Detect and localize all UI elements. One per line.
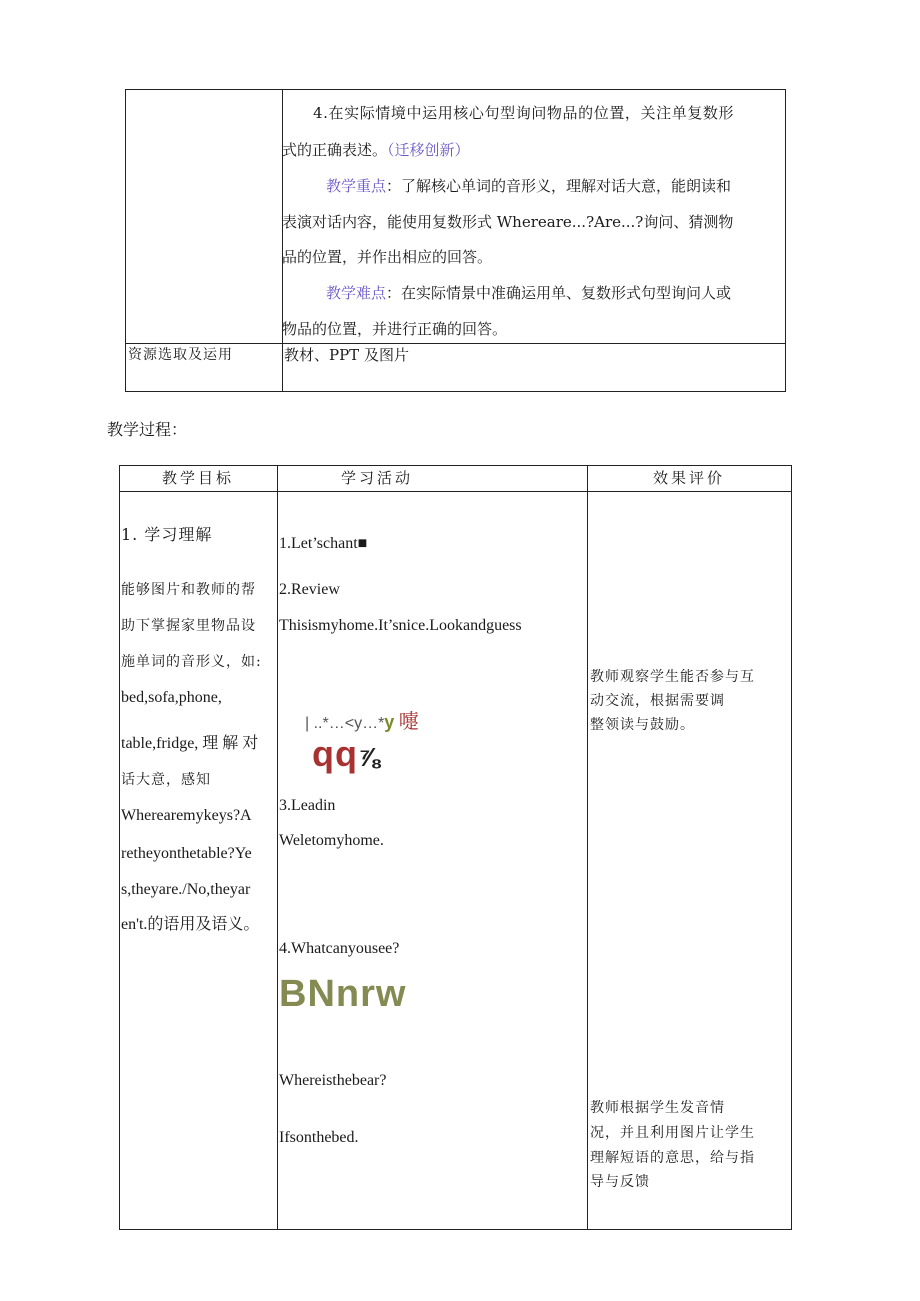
goal-line-4: bed,sofa,phone, [121, 689, 222, 706]
objective-4-tag: （迁移创新） [387, 141, 470, 159]
objective-4: 4.在实际情境中运用核心句型询问物品的位置，关注单复数形 [313, 104, 735, 122]
goal-line-3: 施单词的音形义，如: [121, 654, 262, 670]
activity-what-can-you-see: 4.Whatcanyousee? [279, 940, 400, 957]
difficulty-label: 教学难点 [326, 284, 387, 302]
goal-line-2: 助下掌握家里物品设 [121, 618, 256, 634]
activity-answer: Ifsonthebed. [279, 1129, 359, 1146]
activity-where-is-bear: Whereisthebear? [279, 1072, 387, 1089]
goal-line-8: retheyonthetable?Ye [121, 845, 252, 862]
process-col-divider-2 [587, 465, 588, 1230]
evaluation-1-line-3: 整领读与鼓励。 [590, 717, 695, 733]
review-image-glyphs-b: ⅞ [357, 742, 381, 772]
evaluation-1-line-1: 教师观察学生能否参与互 [590, 669, 755, 685]
goal-line-10: en't.的语用及语义。 [121, 916, 260, 933]
header-evaluation: 效果评价 [653, 469, 726, 487]
evaluation-2-line-3: 理解短语的意思，给与指 [590, 1150, 755, 1166]
difficulty-text1: ：在实际情景中准确运用单、复数形式句型询问人或 [386, 284, 732, 302]
activity-leadin: 3.Leadin [279, 797, 336, 814]
section-title: 教学过程： [107, 420, 188, 439]
difficulty-line2: 物品的位置，并进行正确的回答。 [282, 320, 508, 338]
header-activity: 学习活动 [341, 469, 414, 487]
review-image-caption-b: y [384, 712, 395, 732]
process-col-divider-1 [277, 465, 278, 1230]
evaluation-1-line-2: 动交流，根据需要调 [590, 693, 725, 709]
key-point-text1: ：了解核心单词的音形义，理解对话大意，能朗读和 [386, 177, 732, 195]
review-image-caption [305, 712, 419, 734]
objective-4-cont-text: 式的正确表述。 [282, 141, 388, 159]
key-point-label: 教学重点 [326, 177, 387, 195]
activity-leadin-text: Weletomyhome. [279, 832, 384, 849]
difficulty-line1 [326, 283, 731, 303]
top-table-col-divider [282, 89, 283, 392]
activity-review-text: Thisismyhome.It’snice.Lookandguess [279, 617, 522, 634]
key-point-line3: 品的位置，并作出相应的回答。 [282, 248, 493, 266]
goal-line-6: 话大意，感知 [121, 772, 211, 788]
resource-label: 资源选取及运用 [128, 347, 233, 363]
key-point-line1 [326, 176, 731, 196]
activity-review: 2.Review [279, 581, 340, 598]
review-image-caption-a: | ..*…<y…* [305, 715, 385, 732]
review-image-caption-c: 嚏 [398, 711, 419, 733]
key-point-line2: 表演对话内容，能使用复数形式 Whereare...?Are...?询问、猜测物 [282, 213, 734, 231]
activity-chant: 1.Let’schant■ [279, 535, 368, 552]
top-table-row-divider [125, 343, 786, 344]
goal-line-7: Wherearemykeys?A [121, 807, 252, 824]
evaluation-2-line-4: 导与反馈 [590, 1174, 650, 1190]
review-image-glyphs-a: qq [312, 733, 358, 774]
review-image-glyphs [312, 732, 381, 779]
goal-title: 1. 学习理解 [121, 525, 213, 544]
evaluation-2-line-2: 况，并且利用图片让学生 [590, 1125, 755, 1141]
goal-line-5: table,fridge, 理 解 对 [121, 735, 259, 752]
bear-image-text: BNnrw [279, 973, 407, 1015]
objective-4-cont [282, 140, 470, 160]
header-goal: 教学目标 [162, 469, 235, 487]
goal-line-1: 能够图片和教师的帮 [121, 582, 256, 598]
process-header-divider [119, 491, 792, 492]
goal-line-9: s,theyare./No,theyar [121, 881, 251, 898]
resource-value: 教材、PPT 及图片 [284, 346, 409, 364]
evaluation-2-line-1: 教师根据学生发音情 [590, 1100, 725, 1116]
